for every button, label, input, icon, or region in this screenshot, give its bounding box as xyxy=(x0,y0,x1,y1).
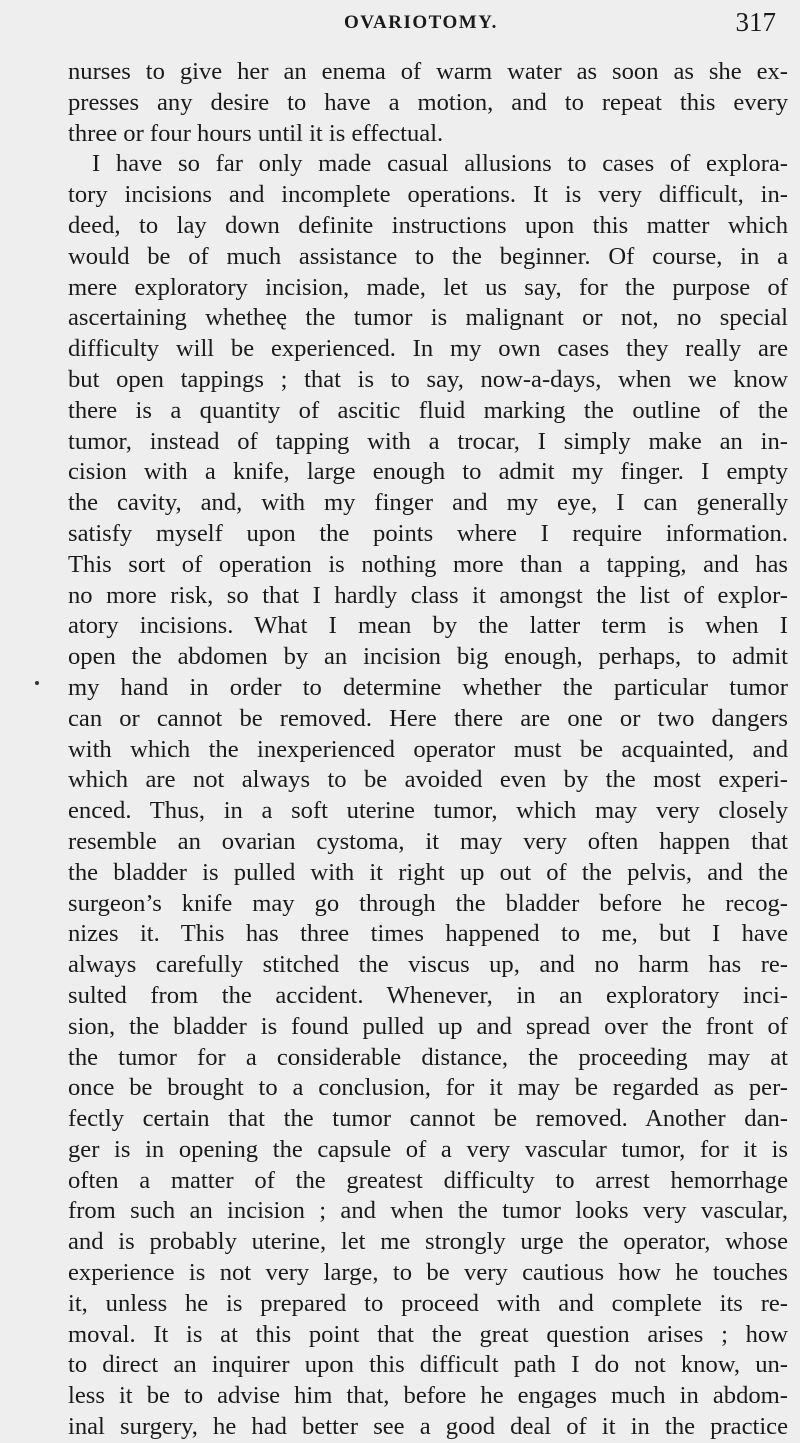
text-line: with which the inexperienced operator must be acquainted, and xyxy=(68,735,788,763)
text-line: the tumor for a considerable distance, the proceeding may at xyxy=(68,1043,788,1071)
text-line: difficulty will be experienced. In my own cases they really are xyxy=(68,335,788,363)
text-line: no more risk, so that I hardly class it amongst the list of explor- xyxy=(68,581,788,609)
text-line: it, unless he is prepared to proceed with and complete its re- xyxy=(68,1289,788,1317)
text-line: sion, the bladder is found pulled up and spread over the front of xyxy=(68,1012,788,1040)
text-line: surgeon’s knife may go through the bladder before he recog- xyxy=(68,889,788,917)
margin-mark xyxy=(35,681,39,685)
text-line: ascertaining whetheę the tumor is malignant or not, no special xyxy=(68,304,788,332)
body-text xyxy=(68,57,788,1443)
text-line: always carefully stitched the viscus up, and no harm has re- xyxy=(68,951,788,979)
text-line: cision with a knife, large enough to admit my finger. I empty xyxy=(68,458,788,486)
text-line: can or cannot be removed. Here there are one or two dangers xyxy=(68,704,788,732)
text-line: from such an incision ; and when the tumor looks very vascular, xyxy=(68,1197,788,1225)
page-number: 317 xyxy=(735,7,776,37)
text-line: open the abdomen by an incision big enough, perhaps, to admit xyxy=(68,643,788,671)
text-line: sulted from the accident. Whenever, in an exploratory inci- xyxy=(68,981,788,1009)
text-line: which are not always to be avoided even by the most experi- xyxy=(68,766,788,794)
running-head xyxy=(0,4,800,40)
text-line: there is a quantity of ascitic fluid marking the outline of the xyxy=(68,396,788,424)
text-line: I have so far only made casual allusions to cases of explora- xyxy=(92,150,788,178)
text-line: deed, to lay down definite instructions upon this matter which xyxy=(68,211,788,239)
text-line: three or four hours until it is effectual. xyxy=(68,119,444,147)
text-line: mere exploratory incision, made, let us say, for the purpose of xyxy=(68,273,788,301)
text-line: my hand in order to determine whether the particular tumor xyxy=(68,673,788,701)
text-line: tumor, instead of tapping with a trocar, I simply make an in- xyxy=(68,427,788,455)
text-line: to direct an inquirer upon this difficult path I do not know, un- xyxy=(68,1351,788,1379)
text-line: ger is in opening the capsule of a very vascular tumor, for it is xyxy=(68,1135,788,1163)
text-line: would be of much assistance to the beginner. Of course, in a xyxy=(68,242,788,270)
text-line: but open tappings ; that is to say, now-a-days, when we know xyxy=(68,365,788,393)
text-line: satisfy myself upon the points where I require information. xyxy=(68,519,788,547)
text-line: fectly certain that the tumor cannot be removed. Another dan- xyxy=(68,1105,788,1133)
text-line: the bladder is pulled with it right up out of the pelvis, and the xyxy=(68,858,788,886)
text-line: enced. Thus, in a soft uterine tumor, which may very closely xyxy=(68,797,788,825)
text-line: the cavity, and, with my finger and my eye, I can generally xyxy=(68,489,788,517)
text-line: inal surgery, he had better see a good deal of it in the practice xyxy=(68,1413,788,1441)
text-line: atory incisions. What I mean by the latter term is when I xyxy=(68,612,788,640)
running-title: OVARIOTOMY. xyxy=(344,12,498,33)
text-line: experience is not very large, to be very cautious how he touches xyxy=(68,1259,788,1287)
text-line: tory incisions and incomplete operations. It is very difficult, in- xyxy=(68,181,788,209)
text-line: nizes it. This has three times happened to me, but I have xyxy=(68,920,788,948)
text-line: once be brought to a conclusion, for it may be regarded as per- xyxy=(68,1074,788,1102)
text-line: resemble an ovarian cystoma, it may very often happen that xyxy=(68,827,788,855)
text-line: presses any desire to have a motion, and to repeat this every xyxy=(68,88,788,116)
text-line: This sort of operation is nothing more than a tapping, and has xyxy=(68,550,788,578)
text-line: nurses to give her an enema of warm water as soon as she ex- xyxy=(68,58,788,85)
text-line: and is probably uterine, let me strongly urge the operator, whose xyxy=(68,1228,788,1256)
text-line: often a matter of the greatest difficulty to arrest hemorrhage xyxy=(68,1166,788,1194)
text-line: less it be to advise him that, before he engages much in abdom- xyxy=(68,1382,788,1410)
text-line: moval. It is at this point that the great question arises ; how xyxy=(68,1320,788,1348)
